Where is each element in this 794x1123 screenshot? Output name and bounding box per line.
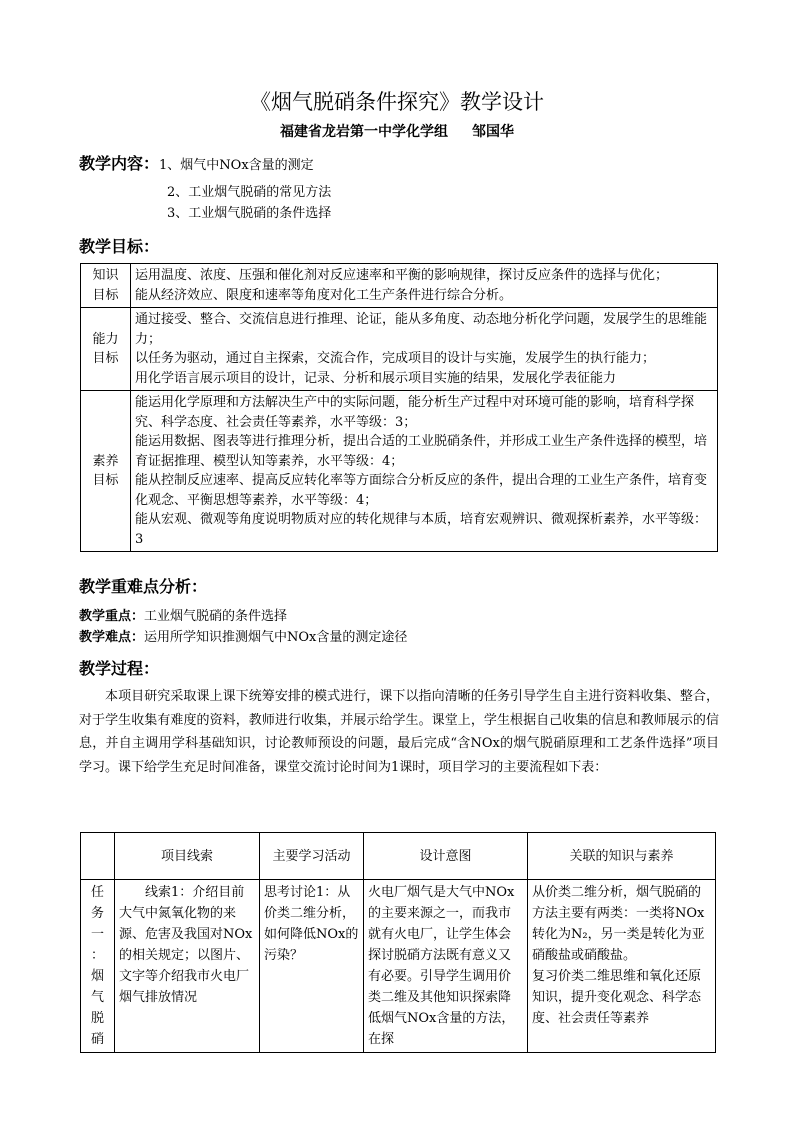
- task-label: 任 务 一 ： 烟 气 脱 硝: [81, 880, 115, 1053]
- flow-header-intent: 设计意图: [364, 833, 528, 880]
- objective-category: 知识 目标: [81, 264, 131, 308]
- objectives-table: [80, 263, 718, 552]
- flow-header-row: [81, 833, 716, 880]
- important-point: 教学重点：工业烟气脱硝的条件选择: [79, 609, 288, 624]
- task-intent: 火电厂烟气是大气中NOx的主要来源之一，而我市就有火电厂，让学生体会探讨脱硝方法既有意义又有必要。引导学生调用价类二维及其他知识探索降低烟气NOx含量的方法，在探: [364, 880, 528, 1053]
- objectives-heading: 教学目标：: [79, 237, 160, 256]
- objective-row-literacy: [81, 391, 718, 552]
- objective-row-knowledge: [81, 264, 718, 308]
- flow-header-empty: [81, 833, 115, 880]
- key-points-heading: 教学重难点分析：: [79, 577, 208, 596]
- objective-category: 素养 目标: [81, 391, 131, 552]
- page-title: 《烟气脱硝条件探究》教学设计: [250, 90, 544, 114]
- author-school: 福建省龙岩第一中学化学组: [280, 124, 448, 140]
- task-activity: 思考讨论1：从价类二维分析，如何降低NOx的污染？: [260, 880, 364, 1053]
- content-section: [79, 151, 314, 174]
- objective-text: 通过接受、整合、交流信息进行推理、论证，能从多角度、动态地分析化学问题，发展学生的思维能力； 以任务为驱动，通过自主探索，交流合作，完成项目的设计与实施，发展学生的执行能力； 用化学语言展示项目的设计，记录、分析和展示项目实施的结果，发展化学表征能力: [131, 308, 718, 391]
- task-knowledge: 从价类二维分析，烟气脱硝的方法主要有两类：一类将NOx转化为N₂，另一类是转化为亚硝酸盐或硝酸盐。 复习价类二维思维和氧化还原知识，提升变化观念、科学态度、社会责任等素养: [528, 880, 716, 1053]
- flow-table: [80, 832, 716, 1053]
- content-heading: 教学内容：: [79, 154, 160, 173]
- content-item-2: 2、工业烟气脱硝的常见方法: [167, 185, 332, 200]
- flow-header-clue: 项目线索: [115, 833, 260, 880]
- content-item-1: 1、烟气中NOx含量的测定: [159, 158, 314, 173]
- task-clue: 线索1：介绍目前大气中氮氧化物的来源、危害及我国对NOx的相关规定；以图片、文字等介绍我市火电厂烟气排放情况: [115, 880, 260, 1053]
- objective-row-ability: [81, 308, 718, 391]
- content-item-3: 3、工业烟气脱硝的条件选择: [167, 206, 332, 221]
- flow-row-task-1: [81, 880, 716, 1053]
- objective-text: 运用温度、浓度、压强和催化剂对反应速率和平衡的影响规律，探讨反应条件的选择与优化； 能从经济效应、限度和速率等角度对化工生产条件进行综合分析。: [131, 264, 718, 308]
- author-name: 邹国华: [472, 124, 514, 140]
- objective-category: 能力 目标: [81, 308, 131, 391]
- process-paragraph: 本项目研究采取课上课下统筹安排的模式进行，课下以指向清晰的任务引导学生自主进行资料收集、整合，对于学生收集有难度的资料，教师进行收集，并展示给学生。课堂上，学生根据自己收集的信息和教师展示的信息，并自主调用学科基础知识，讨论教师预设的问题，最后完成“含NOx的烟气脱硝原理和工艺条件选择”项目学习。课下给学生充足时间准备，课堂交流讨论时间为1课时，项目学习的主要流程如下表：: [79, 689, 719, 775]
- process-heading: 教学过程：: [79, 659, 160, 678]
- author-line: [0, 121, 794, 141]
- difficult-point: 教学难点：运用所学知识推测烟气中NOx含量的测定途径: [79, 630, 408, 645]
- flow-header-knowledge: 关联的知识与素养: [528, 833, 716, 880]
- objective-text: 能运用化学原理和方法解决生产中的实际问题，能分析生产过程中对环境可能的影响，培育科学探究、科学态度、社会责任等素养，水平等级：3； 能运用数据、图表等进行推理分析，提出合适的工业脱硝条件，并形成工业生产条件选择的模型，培育证据推理、模型认知等素养，水平等级：4； 能从控制反应速率、提高反应转化率等方面综合分析反应的条件，提出合理的工业生产条件，培育变化观念、平衡思想等素养，水平等级：4； 能从宏观、微观等角度说明物质对应的转化规律与本质，培育宏观辨识、微观探析素养，水平等级：3: [131, 391, 718, 552]
- flow-header-activity: 主要学习活动: [260, 833, 364, 880]
